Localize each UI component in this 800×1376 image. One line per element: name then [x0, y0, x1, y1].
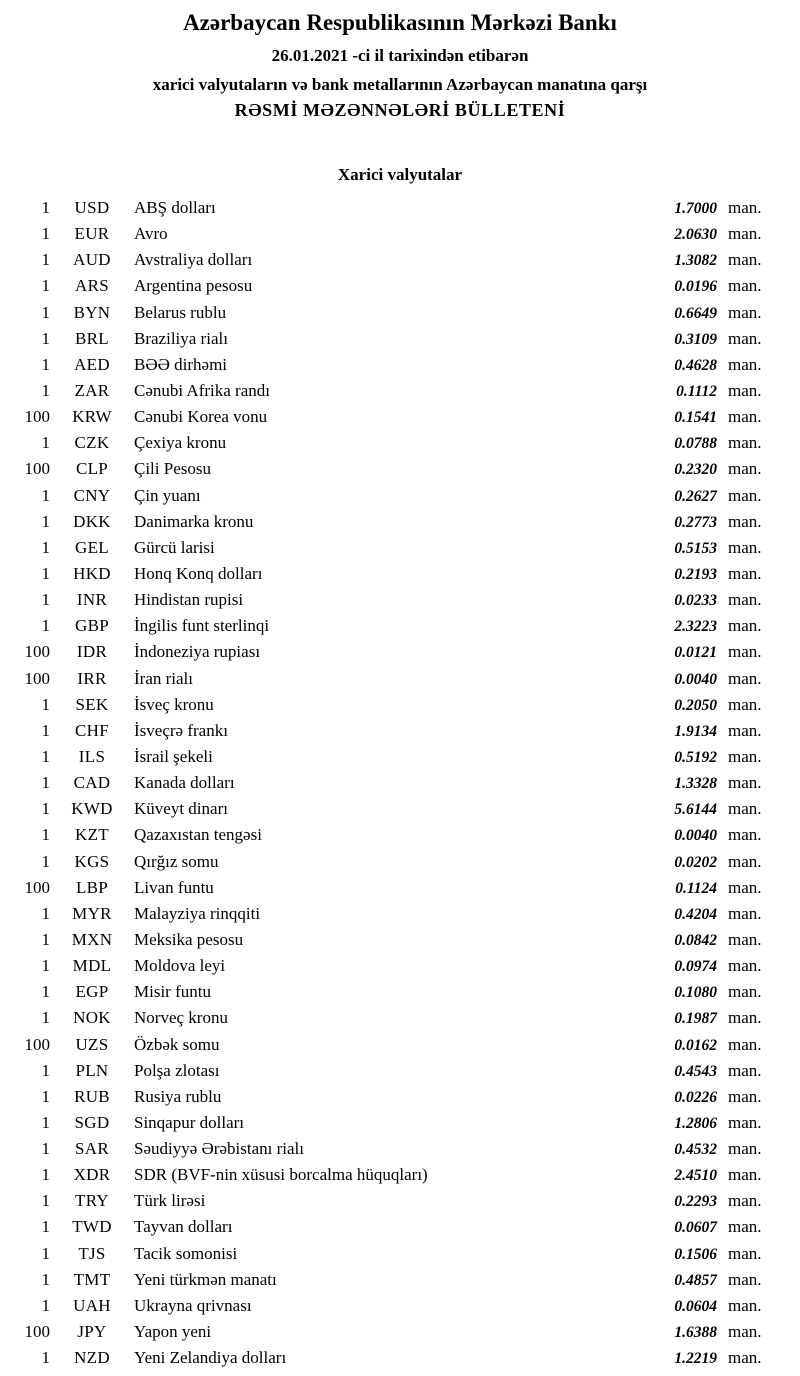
rate-cell: 0.2050 — [674, 696, 717, 714]
rate-cell: 0.0788 — [674, 435, 717, 453]
unit-cell: man. — [728, 485, 762, 505]
unit-cell: man. — [728, 1217, 762, 1237]
unit-cell: man. — [728, 877, 762, 897]
code-cell: MXN — [71, 929, 113, 949]
name-cell: Hindistan rupisi — [134, 590, 244, 610]
table-row — [0, 1293, 800, 1319]
code-cell: ZAR — [74, 380, 110, 400]
table-row — [0, 378, 800, 404]
qty-cell: 1 — [41, 799, 50, 819]
unit-cell: man. — [728, 1348, 762, 1368]
code-cell: BYN — [73, 302, 111, 322]
code-cell: TJS — [78, 1243, 106, 1263]
name-cell: Özbək somu — [134, 1034, 220, 1054]
qty-cell: 1 — [41, 250, 50, 270]
name-cell: Çin yuanı — [134, 485, 201, 505]
unit-cell: man. — [728, 1008, 762, 1028]
qty-cell: 1 — [41, 982, 50, 1002]
rate-cell: 0.0604 — [674, 1297, 717, 1315]
unit-cell: man. — [728, 799, 762, 819]
qty-cell: 1 — [41, 433, 50, 453]
name-cell: İngilis funt sterlinqi — [134, 616, 270, 636]
code-cell: CAD — [73, 773, 111, 793]
name-cell: Misir funtu — [134, 982, 211, 1002]
code-cell: IRR — [77, 668, 107, 688]
unit-cell: man. — [728, 250, 762, 270]
code-cell: RUB — [74, 1086, 110, 1106]
code-cell: GEL — [75, 537, 109, 557]
unit-cell: man. — [728, 407, 762, 427]
code-cell: UZS — [75, 1034, 109, 1054]
name-cell: İsrail şekeli — [134, 746, 213, 766]
name-cell: Moldova leyi — [134, 956, 226, 976]
unit-cell: man. — [728, 1060, 762, 1080]
qty-cell: 1 — [41, 328, 50, 348]
table-row — [0, 221, 800, 247]
code-cell: KGS — [74, 851, 110, 871]
date-line: 26.01.2021 -ci il tarixindən etibarən — [271, 46, 529, 65]
unit-cell: man. — [728, 198, 762, 217]
name-cell: Sinqapur dolları — [134, 1112, 245, 1132]
unit-cell: man. — [728, 1295, 762, 1315]
unit-cell: man. — [728, 616, 762, 636]
qty-cell: 100 — [24, 459, 50, 479]
code-cell: UAH — [73, 1295, 111, 1315]
name-cell: Cənubi Korea vonu — [134, 407, 268, 427]
qty-cell: 1 — [41, 1060, 50, 1080]
table-row — [0, 561, 800, 587]
table-row — [0, 430, 800, 456]
table-row — [0, 483, 800, 509]
code-cell: KRW — [72, 407, 112, 427]
code-cell: SGD — [74, 1112, 110, 1132]
rate-cell: 0.1987 — [674, 1010, 717, 1028]
qty-cell: 1 — [41, 720, 50, 740]
table-row — [0, 535, 800, 561]
rate-cell: 0.3109 — [674, 330, 717, 348]
qty-cell: 1 — [41, 563, 50, 583]
name-cell: Polşa zlotası — [134, 1060, 220, 1080]
table-row — [0, 692, 800, 718]
qty-cell: 1 — [41, 1295, 50, 1315]
table-row — [0, 1162, 800, 1188]
table-row — [0, 901, 800, 927]
code-cell: AED — [74, 354, 110, 374]
rate-cell: 0.0842 — [674, 931, 717, 949]
unit-cell: man. — [728, 590, 762, 610]
code-cell: CLP — [75, 459, 109, 479]
unit-cell: man. — [728, 825, 762, 845]
name-cell: Yeni Zelandiya dolları — [134, 1348, 287, 1368]
table-row — [0, 1319, 800, 1345]
code-cell: EUR — [74, 224, 110, 244]
page-title: Azərbaycan Respublikasının Mərkəzi Bankı — [183, 10, 617, 35]
qty-cell: 1 — [41, 851, 50, 871]
qty-cell: 1 — [41, 224, 50, 244]
name-cell: İran rialı — [134, 668, 193, 688]
table-row — [0, 979, 800, 1005]
table-row — [0, 300, 800, 326]
code-cell: XDR — [73, 1165, 111, 1185]
code-cell: DKK — [73, 511, 111, 531]
unit-cell: man. — [728, 380, 762, 400]
qty-cell: 1 — [41, 276, 50, 296]
code-cell: AUD — [73, 250, 111, 270]
name-cell: Malayziya rinqqiti — [134, 903, 261, 923]
name-cell: Braziliya rialı — [134, 328, 228, 348]
unit-cell: man. — [728, 1139, 762, 1159]
qty-cell: 1 — [41, 198, 50, 217]
qty-cell: 1 — [41, 616, 50, 636]
name-cell: Honq Konq dolları — [134, 563, 263, 583]
unit-cell: man. — [728, 302, 762, 322]
unit-cell: man. — [728, 746, 762, 766]
code-cell: MYR — [72, 903, 112, 923]
qty-cell: 1 — [41, 929, 50, 949]
table-row — [0, 1241, 800, 1267]
table-row — [0, 1032, 800, 1058]
table-row — [0, 456, 800, 482]
unit-cell: man. — [728, 694, 762, 714]
table-row — [0, 509, 800, 535]
table-row — [0, 1267, 800, 1293]
unit-cell: man. — [728, 433, 762, 453]
table-row — [0, 953, 800, 979]
rate-cell: 0.4628 — [674, 356, 717, 374]
rate-cell: 1.9134 — [674, 722, 717, 740]
rates-table — [0, 195, 800, 1371]
code-cell: IDR — [76, 642, 108, 662]
unit-cell: man. — [728, 511, 762, 531]
code-cell: CHF — [75, 720, 109, 740]
name-cell: SDR (BVF-nin xüsusi borcalma hüquqları) — [134, 1165, 428, 1185]
rate-cell: 0.0202 — [674, 853, 717, 871]
name-cell: Gürcü larisi — [134, 537, 215, 557]
code-cell: TMT — [73, 1269, 111, 1289]
bulletin-header — [0, 10, 800, 121]
table-row — [0, 1058, 800, 1084]
name-cell: Küveyt dinarı — [134, 799, 228, 819]
rate-cell: 1.2806 — [674, 1114, 717, 1132]
unit-cell: man. — [728, 956, 762, 976]
rate-cell: 0.4857 — [674, 1271, 717, 1289]
table-row — [0, 1005, 800, 1031]
name-cell: İsveç kronu — [134, 694, 214, 714]
name-cell: Livan funtu — [134, 877, 214, 897]
table-row — [0, 587, 800, 613]
code-cell: NOK — [73, 1008, 111, 1028]
unit-cell: man. — [728, 1243, 762, 1263]
name-cell: Çili Pesosu — [134, 459, 211, 479]
rate-cell: 0.4532 — [674, 1141, 717, 1159]
table-row — [0, 639, 800, 665]
rate-cell: 0.6649 — [674, 304, 717, 322]
name-cell: İsveçrə frankı — [134, 720, 228, 740]
qty-cell: 100 — [24, 668, 50, 688]
code-cell: LBP — [75, 877, 109, 897]
qty-cell: 1 — [41, 956, 50, 976]
name-cell: Danimarka kronu — [134, 511, 254, 531]
qty-cell: 1 — [41, 1112, 50, 1132]
rate-cell: 0.0974 — [674, 958, 717, 976]
qty-cell: 1 — [41, 380, 50, 400]
unit-cell: man. — [728, 903, 762, 923]
qty-cell: 1 — [41, 1165, 50, 1185]
qty-cell: 1 — [41, 694, 50, 714]
qty-cell: 1 — [41, 1217, 50, 1237]
table-row — [0, 195, 800, 221]
qty-cell: 1 — [41, 903, 50, 923]
qty-cell: 1 — [41, 537, 50, 557]
name-cell: Tacik somonisi — [134, 1243, 238, 1263]
unit-cell: man. — [728, 563, 762, 583]
unit-cell: man. — [728, 1086, 762, 1106]
qty-cell: 1 — [41, 302, 50, 322]
table-row — [0, 1214, 800, 1240]
name-cell: Qırğız somu — [134, 851, 219, 871]
rate-cell: 0.0121 — [674, 644, 717, 662]
qty-cell: 1 — [41, 1269, 50, 1289]
rate-cell: 0.4204 — [674, 905, 717, 923]
unit-cell: man. — [728, 328, 762, 348]
name-cell: Çexiya kronu — [134, 433, 227, 453]
table-row — [0, 718, 800, 744]
rate-cell: 0.1506 — [674, 1245, 717, 1263]
code-cell: BRL — [75, 328, 109, 348]
qty-cell: 100 — [24, 1034, 50, 1054]
bulletin-title: RƏSMİ MƏZƏNNƏLƏRİ BÜLLETENİ — [234, 100, 566, 120]
unit-cell: man. — [728, 224, 762, 244]
rate-cell: 1.3328 — [674, 775, 717, 793]
rate-cell: 0.0607 — [674, 1219, 717, 1237]
name-cell: Türk lirəsi — [134, 1191, 206, 1211]
rate-cell: 5.6144 — [674, 801, 717, 819]
table-row — [0, 1084, 800, 1110]
rate-cell: 0.2627 — [674, 487, 717, 505]
code-cell: USD — [74, 198, 110, 217]
code-cell: KWD — [71, 799, 113, 819]
unit-cell: man. — [728, 851, 762, 871]
code-cell: MDL — [72, 956, 112, 976]
table-row — [0, 1110, 800, 1136]
table-row — [0, 927, 800, 953]
code-cell: EGP — [75, 982, 109, 1002]
rate-cell: 0.1541 — [674, 409, 717, 427]
qty-cell: 1 — [41, 825, 50, 845]
rate-cell: 0.2293 — [674, 1193, 717, 1211]
code-cell: PLN — [75, 1060, 109, 1080]
unit-cell: man. — [728, 929, 762, 949]
unit-cell: man. — [728, 1322, 762, 1342]
table-row — [0, 613, 800, 639]
code-cell: INR — [76, 590, 108, 610]
unit-cell: man. — [728, 354, 762, 374]
rate-cell: 0.0040 — [674, 670, 717, 688]
table-row — [0, 1136, 800, 1162]
rate-cell: 0.1124 — [675, 879, 717, 897]
code-cell: TWD — [72, 1217, 112, 1237]
unit-cell: man. — [728, 642, 762, 662]
code-cell: TRY — [75, 1191, 109, 1211]
qty-cell: 1 — [41, 1086, 50, 1106]
name-cell: BƏƏ dirhəmi — [134, 354, 228, 374]
qty-cell: 100 — [24, 1322, 50, 1342]
rate-cell: 0.5153 — [674, 539, 717, 557]
rate-cell: 0.2320 — [674, 461, 717, 479]
rate-cell: 0.2773 — [674, 513, 717, 531]
name-cell: Avstraliya dolları — [134, 250, 253, 270]
code-cell: HKD — [73, 563, 111, 583]
qty-cell: 1 — [41, 354, 50, 374]
unit-cell: man. — [728, 459, 762, 479]
rate-cell: 0.5192 — [674, 748, 717, 766]
table-row — [0, 352, 800, 378]
table-row — [0, 822, 800, 848]
table-row — [0, 875, 800, 901]
rate-cell: 0.0040 — [674, 827, 717, 845]
code-cell: JPY — [77, 1322, 107, 1342]
code-cell: ILS — [78, 746, 106, 766]
code-cell: SEK — [75, 694, 109, 714]
rate-cell: 0.1112 — [676, 382, 717, 400]
name-cell: Cənubi Afrika randı — [134, 380, 270, 400]
name-cell: Kanada dolları — [134, 773, 235, 793]
rate-cell: 0.0226 — [674, 1088, 717, 1106]
table-row — [0, 1345, 800, 1371]
table-row — [0, 404, 800, 430]
rate-cell: 0.0196 — [674, 278, 717, 296]
name-cell: Tayvan dolları — [134, 1217, 233, 1237]
name-cell: Yeni türkmən manatı — [134, 1269, 277, 1289]
rate-cell: 1.6388 — [674, 1324, 717, 1342]
name-cell: Qazaxıstan tengəsi — [134, 825, 262, 845]
code-cell: KZT — [75, 825, 109, 845]
qty-cell: 1 — [41, 485, 50, 505]
name-cell: Avro — [134, 224, 168, 244]
qty-cell: 1 — [41, 1243, 50, 1263]
table-row — [0, 744, 800, 770]
unit-cell: man. — [728, 1112, 762, 1132]
table-row — [0, 1188, 800, 1214]
table-row — [0, 247, 800, 273]
qty-cell: 1 — [41, 590, 50, 610]
rate-cell: 0.1080 — [674, 984, 717, 1002]
name-cell: ABŞ dolları — [134, 198, 216, 217]
rate-cell: 2.0630 — [674, 226, 717, 244]
qty-cell: 1 — [41, 1348, 50, 1368]
unit-cell: man. — [728, 982, 762, 1002]
rate-cell: 1.7000 — [674, 200, 717, 217]
table-row — [0, 796, 800, 822]
name-cell: Meksika pesosu — [134, 929, 244, 949]
table-row — [0, 849, 800, 875]
rate-cell: 2.4510 — [674, 1167, 717, 1185]
name-cell: Norveç kronu — [134, 1008, 228, 1028]
qty-cell: 100 — [24, 642, 50, 662]
name-cell: Rusiya rublu — [134, 1086, 222, 1106]
unit-cell: man. — [728, 1269, 762, 1289]
unit-cell: man. — [728, 773, 762, 793]
rate-cell: 0.0162 — [674, 1036, 717, 1054]
qty-cell: 1 — [41, 1191, 50, 1211]
rate-cell: 0.4543 — [674, 1062, 717, 1080]
unit-cell: man. — [728, 537, 762, 557]
code-cell: NZD — [74, 1348, 110, 1368]
name-cell: Belarus rublu — [134, 302, 227, 322]
qty-cell: 1 — [41, 511, 50, 531]
qty-cell: 100 — [24, 407, 50, 427]
qty-cell: 1 — [41, 1139, 50, 1159]
unit-cell: man. — [728, 720, 762, 740]
code-cell: GBP — [75, 616, 109, 636]
rate-cell: 1.3082 — [674, 252, 717, 270]
unit-cell: man. — [728, 1034, 762, 1054]
unit-cell: man. — [728, 1165, 762, 1185]
qty-cell: 100 — [24, 877, 50, 897]
qty-cell: 1 — [41, 1008, 50, 1028]
name-cell: Argentina pesosu — [134, 276, 253, 296]
rate-cell: 1.2219 — [674, 1350, 717, 1368]
table-row — [0, 273, 800, 299]
qty-cell: 1 — [41, 773, 50, 793]
name-cell: İndoneziya rupiası — [134, 642, 261, 662]
name-cell: Səudiyyə Ərəbistanı rialı — [134, 1139, 304, 1159]
rate-cell: 0.0233 — [674, 592, 717, 610]
rate-cell: 2.3223 — [674, 618, 717, 636]
table-row — [0, 666, 800, 692]
code-cell: CZK — [74, 433, 110, 453]
code-cell: SAR — [75, 1139, 109, 1159]
name-cell: Yapon yeni — [134, 1322, 212, 1342]
code-cell: ARS — [75, 276, 109, 296]
table-row — [0, 770, 800, 796]
unit-cell: man. — [728, 1191, 762, 1211]
name-cell: Ukrayna qrivnası — [134, 1295, 252, 1315]
qty-cell: 1 — [41, 746, 50, 766]
table-row — [0, 326, 800, 352]
unit-cell: man. — [728, 276, 762, 296]
rate-cell: 0.2193 — [674, 565, 717, 583]
subtitle: xarici valyutaların və bank metallarının Azərbaycan manatına qarşı — [152, 75, 648, 94]
code-cell: CNY — [73, 485, 111, 505]
section-title: Xarici valyutalar — [337, 165, 463, 184]
unit-cell: man. — [728, 668, 762, 688]
